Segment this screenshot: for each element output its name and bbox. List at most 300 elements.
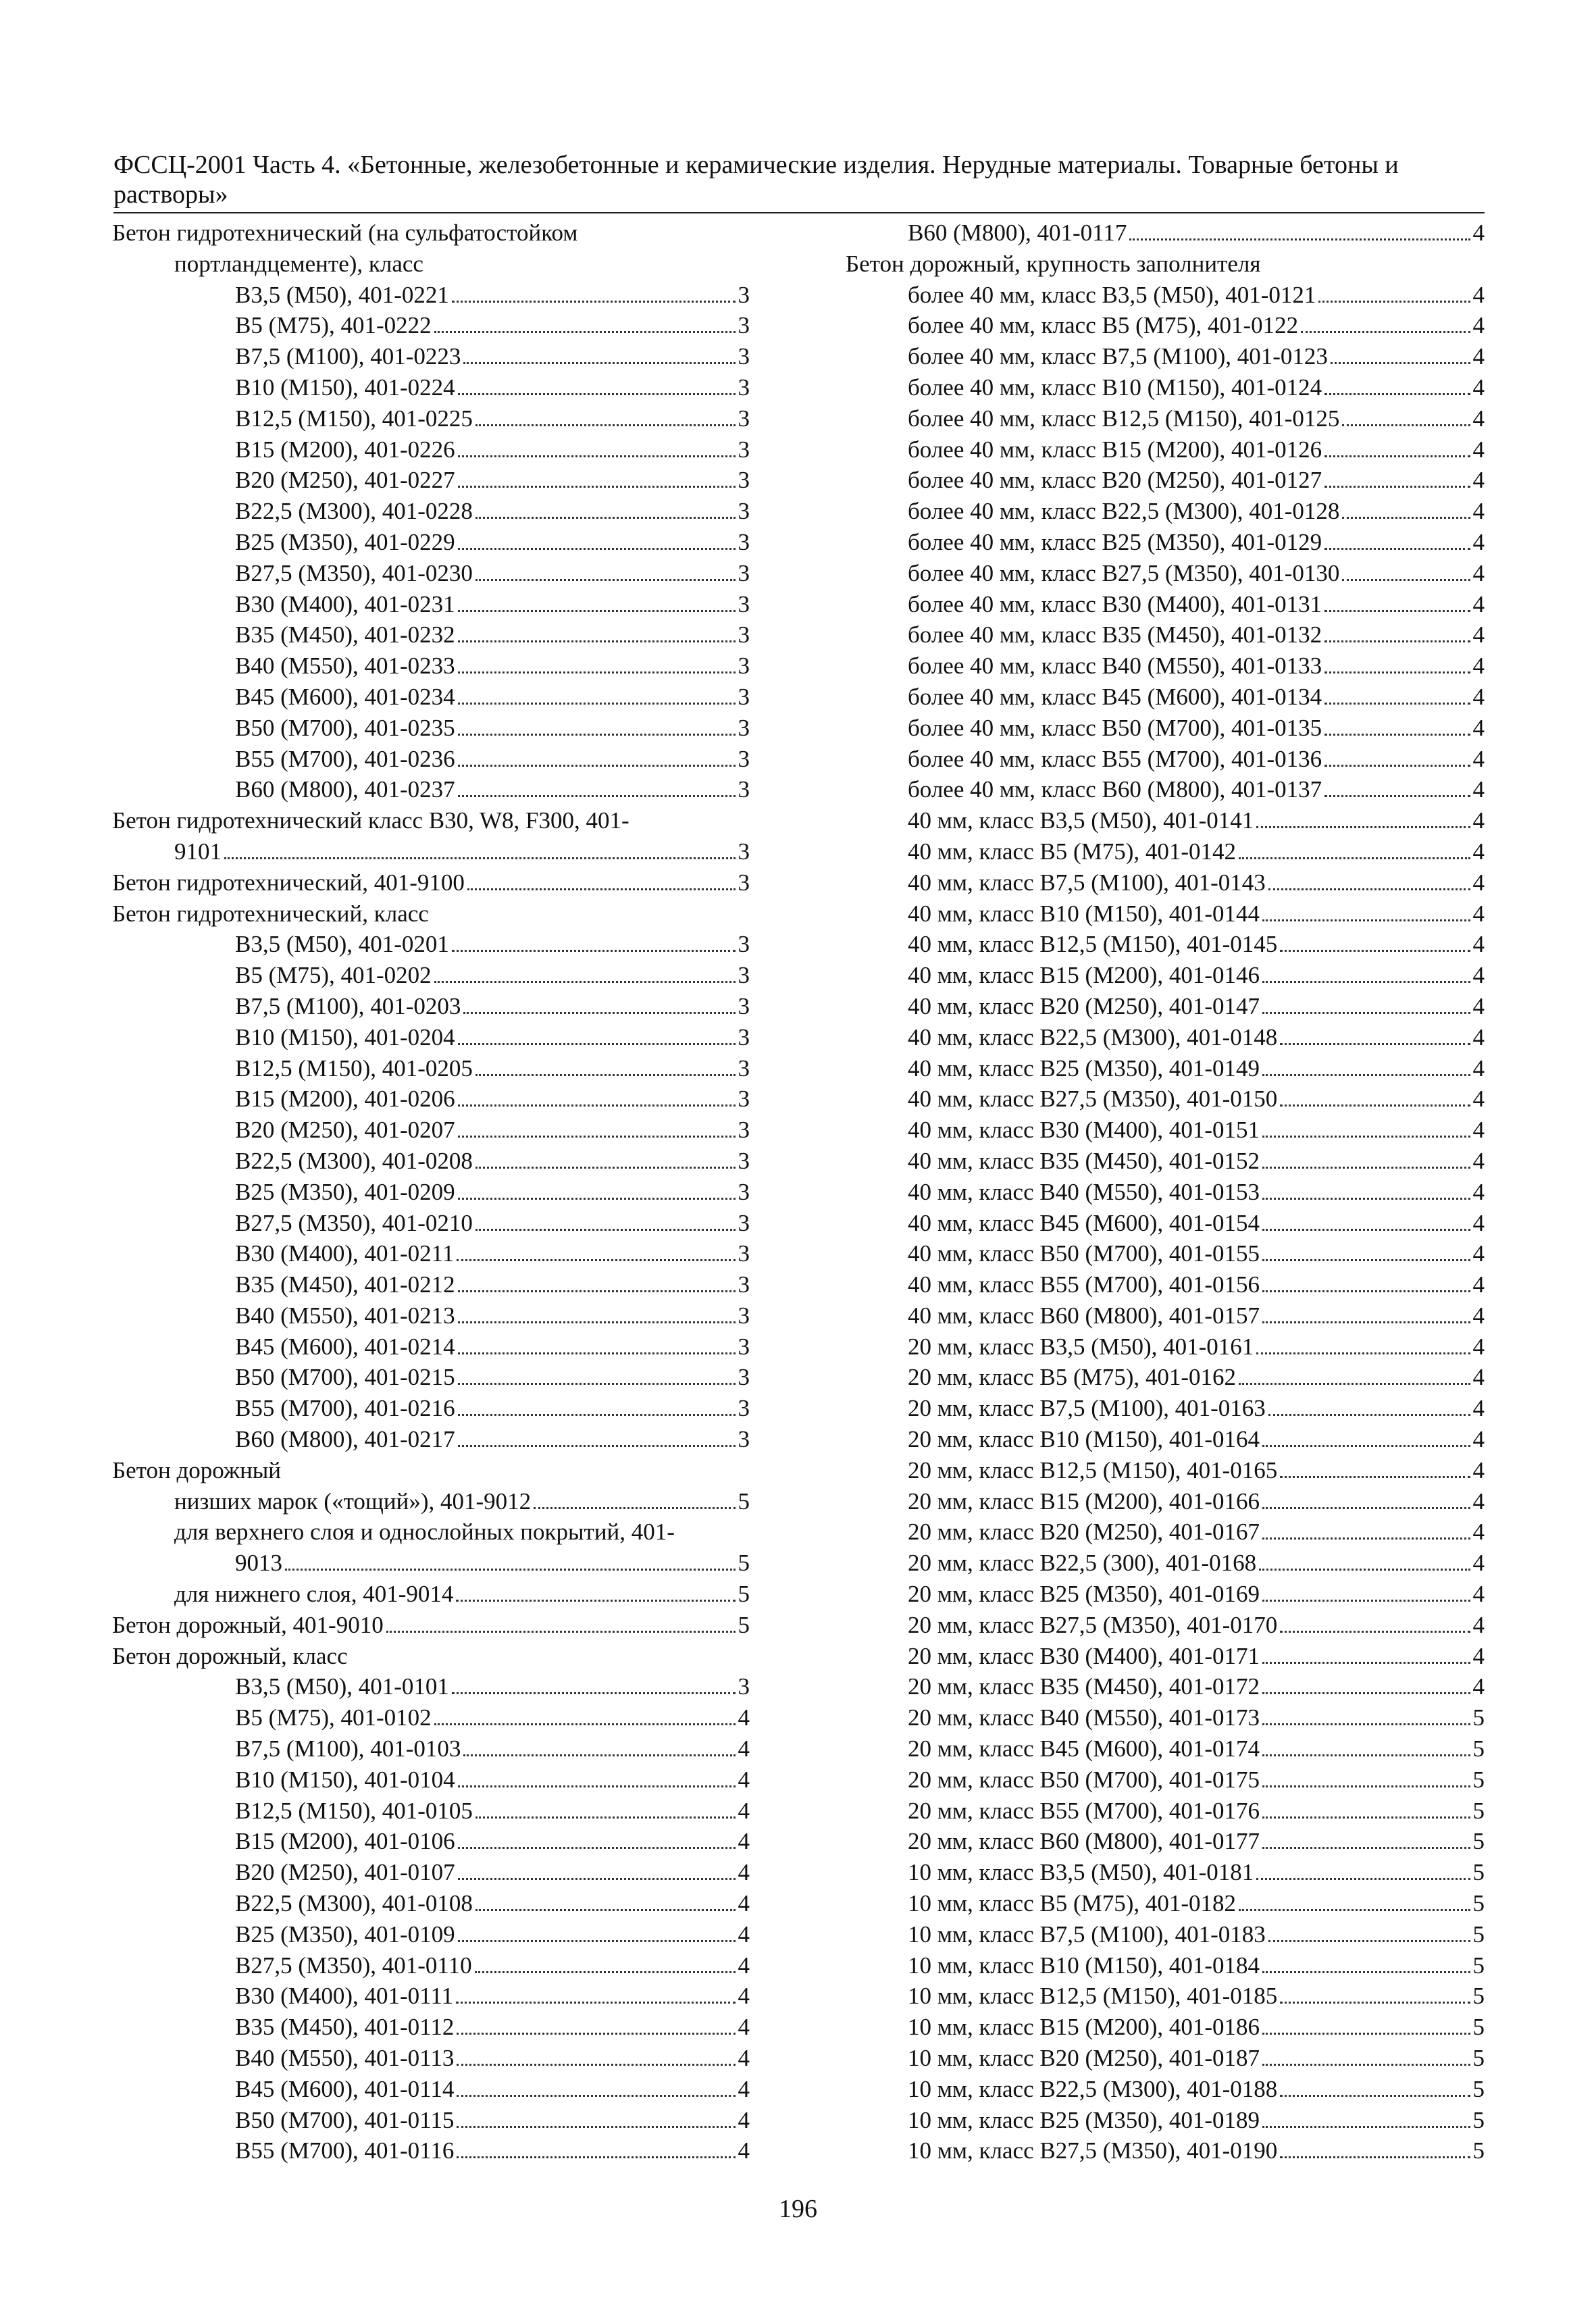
dot-leader: [456, 1600, 735, 1602]
index-entry-text: B27,5 (M350), 401-0210: [235, 1209, 473, 1236]
dot-leader: [1256, 1878, 1470, 1880]
index-entry-text: более 40 мм, класс B45 (M600), 401-0134: [908, 683, 1322, 710]
index-entry-page: 4: [738, 2014, 750, 2041]
index-entry-page: 4: [1472, 745, 1485, 772]
index-entry-page: 4: [1472, 776, 1485, 803]
index-entry-page: 4: [1472, 343, 1485, 370]
index-entry-page: 3: [738, 528, 750, 555]
index-entry-page: 3: [738, 436, 750, 463]
index-entry-page: 4: [1472, 528, 1485, 555]
index-entry-page: 3: [738, 1673, 750, 1700]
index-entry-page: 4: [1472, 931, 1485, 958]
dot-leader: [1239, 1383, 1470, 1385]
dot-leader: [458, 1940, 736, 1942]
index-entry-text: 10 мм, класс B25 (M350), 401-0189: [908, 2106, 1260, 2133]
index-entry-page: 5: [1472, 2014, 1485, 2041]
index-entry-page: 4: [1472, 1488, 1485, 1515]
index-entry-text: B60 (M800), 401-0237: [235, 776, 455, 803]
index-entry: [112, 372, 750, 403]
dot-leader: [1280, 1104, 1470, 1107]
index-entry-page: 4: [1472, 1550, 1485, 1577]
index-entry-text: B55 (M700), 401-0116: [235, 2137, 455, 2164]
index-entry-text: B3,5 (M50), 401-0201: [235, 931, 449, 958]
index-entry: [846, 1238, 1485, 1269]
dot-leader: [1262, 919, 1470, 921]
dot-leader: [475, 1909, 736, 1911]
index-entry-page: 4: [738, 2137, 750, 2164]
header-title: ФССЦ-2001 Часть 4. «Бетонные, железобетонные и керамические изделия. Нерудные материалы. Товарные бетоны и растворы»: [113, 151, 1399, 209]
index-entry: [846, 805, 1485, 836]
index-entry-page: 5: [1472, 1890, 1485, 1917]
index-entry-page: 3: [738, 1333, 750, 1360]
index-entry-page: 4: [1472, 1426, 1485, 1453]
index-entry: [846, 1950, 1485, 1981]
index-entry: [846, 836, 1485, 867]
index-entry-page: 5: [738, 1550, 750, 1577]
dot-leader: [1262, 1723, 1470, 1725]
index-entry-page: 5: [1472, 2137, 1485, 2164]
dot-leader: [434, 981, 736, 983]
index-entry: [112, 310, 750, 341]
index-entry-text: B15 (M200), 401-0206: [235, 1086, 455, 1113]
index-entry-text: B55 (M700), 401-0216: [235, 1395, 455, 1422]
index-entry: [112, 1238, 750, 1269]
index-entry: [846, 1733, 1485, 1764]
index-entry-page: 4: [1472, 1456, 1485, 1483]
dot-leader: [475, 1229, 736, 1231]
dot-leader: [1280, 2095, 1470, 2097]
dot-leader: [1324, 486, 1470, 488]
index-entry-page: 3: [738, 1240, 750, 1267]
index-entry-page: 4: [1472, 1395, 1485, 1422]
index-entry-page: 3: [738, 776, 750, 803]
index-entry-page: 3: [738, 1054, 750, 1082]
index-entry-page: 4: [1472, 869, 1485, 896]
index-entry-page: 3: [738, 1271, 750, 1298]
index-entry-text: B3,5 (M50), 401-0221: [235, 281, 449, 308]
dot-leader: [1262, 1754, 1470, 1756]
index-entry-text: B25 (M350), 401-0109: [235, 1921, 455, 1948]
index-entry-page: 3: [738, 1117, 750, 1144]
index-entry-text: более 40 мм, класс B27,5 (M350), 401-0130: [908, 559, 1340, 586]
dot-leader: [458, 671, 736, 673]
index-entry-text: 40 мм, класс B40 (M550), 401-0153: [908, 1178, 1260, 1205]
index-entry: [846, 1455, 1485, 1486]
index-entry: [846, 1053, 1485, 1084]
dot-leader: [458, 765, 736, 767]
index-entry: [112, 1950, 750, 1981]
index-entry-page: 3: [738, 281, 750, 308]
dot-leader: [1324, 548, 1470, 550]
index-entry-text: 10 мм, класс B7,5 (M100), 401-0183: [908, 1921, 1266, 1948]
index-entry-text: B45 (M600), 401-0214: [235, 1333, 455, 1360]
dot-leader: [452, 301, 736, 303]
index-entry-page: 3: [738, 714, 750, 741]
dot-leader: [1256, 1352, 1470, 1354]
index-entry: [112, 1702, 750, 1733]
index-entry-page: 3: [738, 962, 750, 989]
dot-leader: [1129, 238, 1470, 240]
index-entry-page: 4: [1472, 220, 1485, 246]
index-entry-page: 5: [1472, 2106, 1485, 2133]
dot-leader: [458, 1445, 736, 1447]
index-entry-page: 4: [738, 2075, 750, 2102]
index-entry: [846, 1888, 1485, 1919]
index-entry-text: более 40 мм, класс B25 (M350), 401-0129: [908, 528, 1322, 555]
dot-leader: [1280, 2002, 1470, 2004]
index-entry-text: B12,5 (M150), 401-0205: [235, 1054, 473, 1082]
dot-leader: [1280, 1476, 1470, 1478]
dot-leader: [1318, 301, 1470, 303]
index-entry-text: 40 мм, класс B45 (M600), 401-0154: [908, 1209, 1260, 1236]
index-entry-text: B60 (M800), 401-0217: [235, 1426, 455, 1453]
index-entry-page: 4: [1472, 1054, 1485, 1082]
index-entry-text: B50 (M700), 401-0215: [235, 1364, 455, 1391]
index-entry-text: 40 мм, класс B35 (M450), 401-0152: [908, 1147, 1260, 1174]
index-entry: [112, 280, 750, 311]
index-entry-page: 4: [1472, 559, 1485, 586]
dot-leader: [458, 1321, 736, 1323]
index-entry-page: 3: [738, 343, 750, 370]
index-entry: [846, 1084, 1485, 1115]
index-entry: [846, 1548, 1485, 1579]
index-heading: Бетон дорожный, крупность заполнителя: [846, 250, 1261, 277]
dot-leader: [1301, 331, 1470, 333]
index-entry: [846, 1671, 1485, 1702]
index-entry: [112, 1548, 750, 1579]
dot-leader: [458, 1198, 736, 1200]
index-entry: [846, 310, 1485, 341]
index-entry-text: 9013: [235, 1550, 282, 1577]
index-entry: [846, 1177, 1485, 1208]
index-entry-page: 4: [1472, 1209, 1485, 1236]
index-entry-page: 5: [1472, 1828, 1485, 1855]
index-entry-page: 3: [738, 992, 750, 1019]
index-entry-page: 4: [1472, 1581, 1485, 1608]
index-entry-text: 40 мм, класс B20 (M250), 401-0147: [908, 992, 1260, 1019]
index-entry: [112, 1796, 750, 1827]
index-entry: [112, 1393, 750, 1424]
index-entry-page: 3: [738, 1023, 750, 1050]
dot-leader: [1262, 1229, 1470, 1231]
index-entry: [112, 929, 750, 960]
index-entry-page: 3: [738, 1364, 750, 1391]
dot-leader: [434, 331, 736, 333]
index-entry: [846, 1702, 1485, 1733]
index-entry-page: 4: [1472, 807, 1485, 834]
index-entry-text: более 40 мм, класс B55 (M700), 401-0136: [908, 745, 1322, 772]
index-entry-page: 4: [1472, 1642, 1485, 1669]
dot-leader: [457, 2156, 735, 2158]
index-entry-text: более 40 мм, класс B7,5 (M100), 401-0123: [908, 343, 1328, 370]
index-entry-page: 4: [1472, 1364, 1485, 1391]
index-entry: [112, 991, 750, 1022]
index-entry-page: 4: [1472, 1178, 1485, 1205]
index-entry-text: 20 мм, класс B7,5 (M100), 401-0163: [908, 1395, 1266, 1422]
index-entry: [846, 619, 1485, 651]
index-entry-text: 10 мм, класс B10 (M150), 401-0184: [908, 1952, 1260, 1979]
index-entry-text: B40 (M550), 401-0233: [235, 653, 455, 680]
index-entry-text: B22,5 (M300), 401-0228: [235, 498, 473, 525]
index-entry-page: 4: [738, 1828, 750, 1855]
index-entry: [846, 929, 1485, 960]
index-entry: [112, 2043, 750, 2074]
index-entry: [846, 1146, 1485, 1177]
index-entry: [112, 1300, 750, 1331]
index-entry: [112, 1579, 750, 1610]
index-entry-page: 3: [738, 590, 750, 617]
dot-leader: [1262, 1600, 1470, 1602]
index-entry-page: 3: [738, 374, 750, 401]
index-entry: [112, 1362, 750, 1393]
index-entry-text: 10 мм, класс B20 (M250), 401-0187: [908, 2045, 1260, 2072]
index-entry: [846, 1641, 1485, 1672]
index-entry: [112, 1981, 750, 2012]
dot-leader: [434, 1723, 736, 1725]
index-left-column: [112, 218, 750, 2166]
index-entry-text: более 40 мм, класс B15 (M200), 401-0126: [908, 436, 1322, 463]
dot-leader: [475, 517, 736, 519]
index-heading: Бетон дорожный, класс: [112, 1642, 348, 1669]
index-entry-text: B12,5 (M150), 401-0105: [235, 1797, 473, 1824]
index-entry-text: B5 (M75), 401-0202: [235, 962, 432, 989]
index-entry-page: 4: [1472, 1519, 1485, 1546]
dot-leader: [386, 1631, 736, 1633]
index-entry-text: B30 (M400), 401-0211: [235, 1240, 455, 1267]
index-entry-page: 5: [738, 1581, 750, 1608]
index-entry: [112, 1084, 750, 1115]
dot-leader: [475, 579, 736, 581]
index-entry: [112, 465, 750, 496]
index-entry-page: 3: [738, 467, 750, 494]
dot-leader: [475, 1816, 736, 1819]
index-entry-text: B40 (M550), 401-0113: [235, 2045, 455, 2072]
dot-leader: [1256, 826, 1470, 828]
index-entry-text: более 40 мм, класс B30 (M400), 401-0131: [908, 590, 1322, 617]
index-entry: [846, 434, 1485, 465]
index-entry: [846, 2074, 1485, 2105]
index-entry-page: 4: [1472, 653, 1485, 680]
index-entry-page: 4: [1472, 992, 1485, 1019]
index-entry-text: 20 мм, класс B3,5 (M50), 401-0161: [908, 1333, 1254, 1360]
index-entry-text: B27,5 (M350), 401-0230: [235, 559, 473, 586]
index-entry-page: 3: [738, 1147, 750, 1174]
index-entry-text: 40 мм, класс B55 (M700), 401-0156: [908, 1271, 1260, 1298]
index-entry: [112, 341, 750, 372]
index-entry: [846, 280, 1485, 311]
dot-leader: [458, 548, 736, 550]
dot-leader: [475, 424, 736, 426]
index-entry: [846, 1300, 1485, 1331]
index-entry-page: 4: [1472, 1117, 1485, 1144]
dot-leader: [458, 1383, 736, 1385]
index-heading: для верхнего слоя и однослойных покрытий, 401-: [174, 1519, 675, 1546]
index-entry-page: 4: [738, 2106, 750, 2133]
dot-leader: [1262, 1321, 1470, 1323]
index-entry-text: 10 мм, класс B15 (M200), 401-0186: [908, 2014, 1260, 2041]
index-entry: [112, 2074, 750, 2105]
index-entry-text: 20 мм, класс B20 (M250), 401-0167: [908, 1519, 1260, 1546]
dot-leader: [456, 2002, 735, 2004]
index-entry: [846, 2012, 1485, 2043]
index-entry-text: 20 мм, класс B45 (M600), 401-0174: [908, 1735, 1260, 1762]
index-entry: [112, 1424, 750, 1455]
index-entry-page: 4: [1472, 590, 1485, 617]
index-entry: [112, 1733, 750, 1764]
index-entry-text: 10 мм, класс B27,5 (M350), 401-0190: [908, 2137, 1278, 2164]
dot-leader: [1342, 579, 1470, 581]
index-entry-text: более 40 мм, класс B22,5 (M300), 401-0128: [908, 498, 1340, 525]
index-entry-page: 3: [738, 1395, 750, 1422]
index-entry: [846, 1362, 1485, 1393]
index-entry-text: B55 (M700), 401-0236: [235, 745, 455, 772]
index-entry: [846, 1486, 1485, 1517]
dot-leader: [1324, 703, 1470, 705]
index-entry: [846, 1393, 1485, 1424]
index-entry-page: 4: [1472, 467, 1485, 494]
index-entry: [112, 836, 750, 867]
index-entry-page: 3: [738, 838, 750, 865]
dot-leader: [1262, 1259, 1470, 1261]
index-entry-text: более 40 мм, класс B3,5 (M50), 401-0121: [908, 281, 1316, 308]
index-entry-page: 4: [738, 1766, 750, 1793]
index-entry-text: 40 мм, класс B22,5 (M300), 401-0148: [908, 1023, 1278, 1050]
index-entry-text: 10 мм, класс B22,5 (M300), 401-0188: [908, 2075, 1278, 2102]
index-entry-text: 20 мм, класс B22,5 (300), 401-0168: [908, 1550, 1257, 1577]
index-entry-page: 4: [738, 1983, 750, 2010]
dot-leader: [1324, 734, 1470, 736]
dot-leader: [1280, 1631, 1470, 1633]
dot-leader: [1342, 517, 1470, 519]
index-entry: [846, 1764, 1485, 1796]
index-entry-page: 4: [1472, 621, 1485, 649]
index-entry-page: 4: [1472, 498, 1485, 525]
index-entry: [846, 589, 1485, 620]
index-entry-text: B45 (M600), 401-0114: [235, 2075, 455, 2102]
index-entry-text: 40 мм, класс B10 (M150), 401-0144: [908, 900, 1260, 927]
index-entry: [846, 682, 1485, 713]
index-entry-text: более 40 мм, класс B60 (M800), 401-0137: [908, 776, 1322, 803]
dot-leader: [457, 1259, 735, 1261]
index-entry: [112, 1826, 750, 1857]
index-entry-text: B30 (M400), 401-0231: [235, 590, 455, 617]
index-entry: [112, 867, 750, 898]
index-entry-text: 20 мм, класс B60 (M800), 401-0177: [908, 1828, 1260, 1855]
dot-leader: [1280, 1043, 1470, 1045]
dot-leader: [458, 1104, 736, 1107]
index-entry-text: 40 мм, класс B7,5 (M100), 401-0143: [908, 869, 1266, 896]
dot-leader: [1262, 1785, 1470, 1787]
index-entry-page: 3: [738, 621, 750, 649]
page-number: 196: [779, 2195, 817, 2223]
dot-leader: [467, 888, 736, 890]
index-entry: [846, 1857, 1485, 1888]
dot-leader: [452, 1692, 736, 1694]
dot-leader: [1342, 424, 1470, 426]
index-entry-text: 10 мм, класс B5 (M75), 401-0182: [908, 1890, 1237, 1917]
index-entry-page: 4: [1472, 1271, 1485, 1298]
index-entry-page: 3: [738, 1086, 750, 1113]
index-entry: [846, 1517, 1485, 1548]
index-entry-page: 3: [738, 1209, 750, 1236]
index-entry-text: B3,5 (M50), 401-0101: [235, 1673, 449, 1700]
index-entry: [112, 527, 750, 558]
dot-leader: [1268, 1414, 1470, 1416]
dot-leader: [1262, 1692, 1470, 1694]
index-entry-page: 3: [738, 653, 750, 680]
index-entry-text: B7,5 (M100), 401-0203: [235, 992, 461, 1019]
dot-leader: [1331, 362, 1470, 364]
index-entry-text: B15 (M200), 401-0106: [235, 1828, 455, 1855]
index-entry-page: 4: [1472, 962, 1485, 989]
dot-leader: [1259, 1569, 1470, 1571]
dot-leader: [1262, 1198, 1470, 1200]
index-entry-text: B20 (M250), 401-0207: [235, 1117, 455, 1144]
index-entry-text: более 40 мм, класс B40 (M550), 401-0133: [908, 653, 1322, 680]
index-entry: [112, 1671, 750, 1702]
index-entry: [846, 991, 1485, 1022]
dot-leader: [1262, 1136, 1470, 1138]
dot-leader: [458, 703, 736, 705]
dot-leader: [1324, 795, 1470, 797]
index-entry-text: 40 мм, класс B27,5 (M350), 401-0150: [908, 1086, 1278, 1113]
index-entry: [846, 1610, 1485, 1641]
index-entry-page: 4: [738, 1921, 750, 1948]
index-entry-page: 3: [738, 312, 750, 339]
index-entry-page: 3: [738, 405, 750, 432]
index-entry: [846, 2135, 1485, 2166]
index-entry-text: B20 (M250), 401-0107: [235, 1859, 455, 1886]
index-entry-text: 20 мм, класс B27,5 (M350), 401-0170: [908, 1611, 1278, 1638]
index-entry-text: B35 (M450), 401-0212: [235, 1271, 455, 1298]
index-entry-text: 20 мм, класс B35 (M450), 401-0172: [908, 1673, 1260, 1700]
dot-leader: [1262, 1816, 1470, 1819]
dot-leader: [458, 795, 736, 797]
index-entry-text: 20 мм, класс B55 (M700), 401-0176: [908, 1797, 1260, 1824]
dot-leader: [1262, 1290, 1470, 1292]
index-entry: [112, 1764, 750, 1796]
index-entry-text: для нижнего слоя, 401-9014: [174, 1581, 454, 1608]
index-entry: [112, 651, 750, 682]
index-entry-page: 4: [1472, 1023, 1485, 1050]
index-entry-page: 3: [738, 1426, 750, 1453]
index-entry: [846, 1269, 1485, 1300]
index-heading: Бетон дорожный: [112, 1456, 282, 1483]
index-entry-text: 20 мм, класс B5 (M75), 401-0162: [908, 1364, 1237, 1391]
index-entry-page: 4: [738, 1704, 750, 1731]
dot-leader: [1262, 2126, 1470, 2128]
index-entry: [112, 1331, 750, 1363]
dot-leader: [1324, 671, 1470, 673]
dot-leader: [1324, 393, 1470, 395]
dot-leader: [1324, 610, 1470, 612]
index-entry-text: 40 мм, класс B25 (M350), 401-0149: [908, 1054, 1260, 1082]
index-entry-page: 5: [1472, 2075, 1485, 2102]
dot-leader: [458, 1847, 736, 1849]
index-entry-page: 5: [1472, 1704, 1485, 1731]
index-entry: [112, 2012, 750, 2043]
index-entry: [112, 1610, 750, 1641]
dot-leader: [1324, 640, 1470, 642]
index-entry-page: 5: [1472, 1952, 1485, 1979]
index-entry-page: 3: [738, 1302, 750, 1329]
index-entry-text: B27,5 (M350), 401-0110: [235, 1952, 472, 1979]
index-entry-text: B22,5 (M300), 401-0108: [235, 1890, 473, 1917]
dot-leader: [463, 1754, 735, 1756]
index-entry: [846, 1424, 1485, 1455]
index-entry-text: Бетон гидротехнический, 401-9100: [112, 869, 465, 896]
index-entry: [846, 867, 1485, 898]
